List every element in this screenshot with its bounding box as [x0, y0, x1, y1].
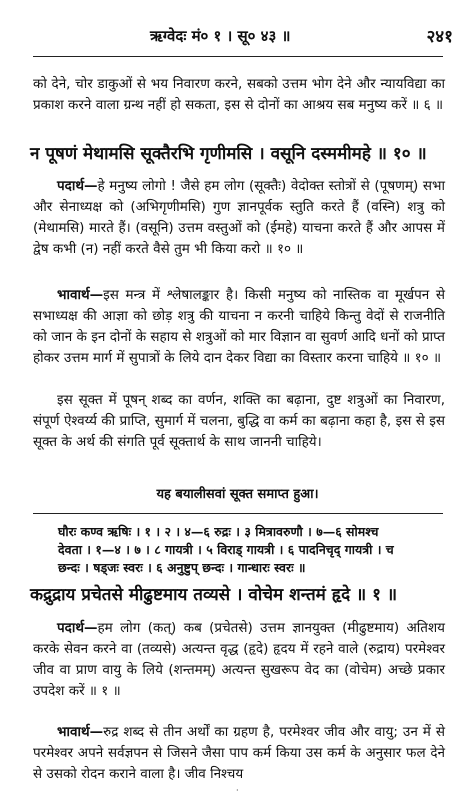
bhavartha-10-text: इस मन्त्र में श्लेषालङ्कार है। किसी मनुष्य को नास्तिक वा मूर्खपन से सभाध्यक्ष की आज्ञा को छोड़ शत्रु की याचना न करनी चाहिये किन्तु वेदों से राजनीति को जान के इन दोनों के सहाय से शत्रुओं को मार विज्ञान वा सुवर्ण आदि धनों को प्राप्त होकर उत्तम मार्ग में सुपात्रों के लिये दान देकर विद्या का विस्तार करना चाहिये ॥ १० ॥ — [33, 287, 445, 366]
section-rule — [33, 513, 443, 514]
rishi-devata-block — [58, 523, 450, 577]
bhavartha-1 — [33, 722, 445, 785]
bhavartha-10 — [33, 285, 445, 369]
padartha-1-text: हम लोग (कत्) कब (प्रचेतसे) उत्तम ज्ञानयुक्त (मीढुष्टमाय) अतिशय करके सेवन करने वा (तव्यसे) अत्यन्त वृद्ध (हृदे) हृदय में रहने वाले (रुद्राय) परमेश्वर जीव वा प्राण वायु के लिये (शन्तमम्) अत्यन्त सुखरूप वेद का (वोचेम) अच्छे प्रकार उपदेश करें ॥ १ ॥ — [33, 620, 445, 699]
rishi-line-1: घौरः कण्व ऋषिः । १ । २ । ४—६ रुद्रः । ३ मित्रावरुणौ । ७—६ सोमश्च — [58, 524, 379, 539]
padartha-1-label: पदार्थ— — [57, 620, 98, 636]
bhavartha-1-text: रुद्र शब्द से तीन अर्थों का ग्रहण है, परमेश्वर जीव और वायु; उन में से परमेश्वर अपने सर्वज्ञपन से जिसने जैसा पाप कर्म किया उस कर्म के अनुसार फल देने से उसको रोदन कराने वाला है। जीव निश्चय — [33, 724, 445, 782]
running-title: ऋग्वेदः मं० १ । सू० ४३ ॥ — [150, 27, 291, 45]
rishi-line-2: देवता । १—४ । ७ । ८ गायत्री । ५ विराड् गायत्री । ६ पादनिचृद् गायत्री । च — [58, 542, 394, 557]
mantra-1: कद्रुद्राय प्रचेतसे मीढुष्टमाय तव्यसे । वोचेम शन्तमं हृदे ॥ १ ॥ — [30, 585, 398, 605]
bhavartha-1-label: भावार्थ— — [57, 724, 104, 740]
padartha-10-text: हे मनुष्य लोगो ! जैसे हम लोग (सूक्तैः) वेदोक्त स्तोत्रों से (पूषणम्) सभा और सेनाध्यक्ष को (अभिगृणीमसि) गुण ज्ञानपूर्वक स्तुति करते हैं (वस्नि) शत्रु को (मेथामसि) मारते हैं। (वसूनि) उत्तम वस्तुओं को (ईमहे) याचना करते हैं और आपस में द्वेष कभी (न) नहीं करते वैसे तुम भी किया करो ॥ १० ॥ — [33, 178, 445, 257]
page-number: २४१ — [426, 27, 453, 47]
print-mark: · — [236, 786, 239, 795]
padartha-10-label: पदार्थ— — [57, 178, 98, 194]
intro-paragraph: को देने, चोर डाकुओं से भय निवारण करने, सबको उत्तम भोग देने और न्यायविद्या का प्रकाश करने वाला ग्रन्थ नहीं हो सकता, इस से दोनों का आश्रय सब मनुष्य करें ॥ ६ ॥ — [33, 76, 445, 113]
sukta-end-note: यह बयालीसवां सूक्त समाप्त हुआ। — [156, 487, 319, 502]
bhavartha-10-label: भावार्थ— — [57, 287, 104, 303]
page-header — [0, 26, 475, 48]
sukta-summary: इस सूक्त में पूषन् शब्द का वर्णन, शक्ति का बढ़ाना, दुष्ट शत्रुओं का निवारण, संपूर्ण ऐश्वर्य्य की प्राप्ति, सुमार्ग में चलना, बुद्धि वा कर्म का बढ़ाना कहा है, इस से इस सूक्त के अर्थ की संगति पूर्व सूक्तार्थ के साथ जाननी चाहिये। — [33, 392, 445, 450]
padartha-10 — [33, 176, 445, 260]
mantra-10: न पूषणं मेथामसि सूक्तैरभि गृणीमसि । वसूनि दस्ममीमहे ॥ १० ॥ — [30, 144, 427, 164]
padartha-1 — [33, 618, 445, 702]
header-rule — [33, 56, 443, 57]
rishi-line-3: छन्दः । षड्जः स्वरः । ६ अनुष्टुप् छन्दः । गान्धारः स्वरः ॥ — [58, 560, 306, 575]
